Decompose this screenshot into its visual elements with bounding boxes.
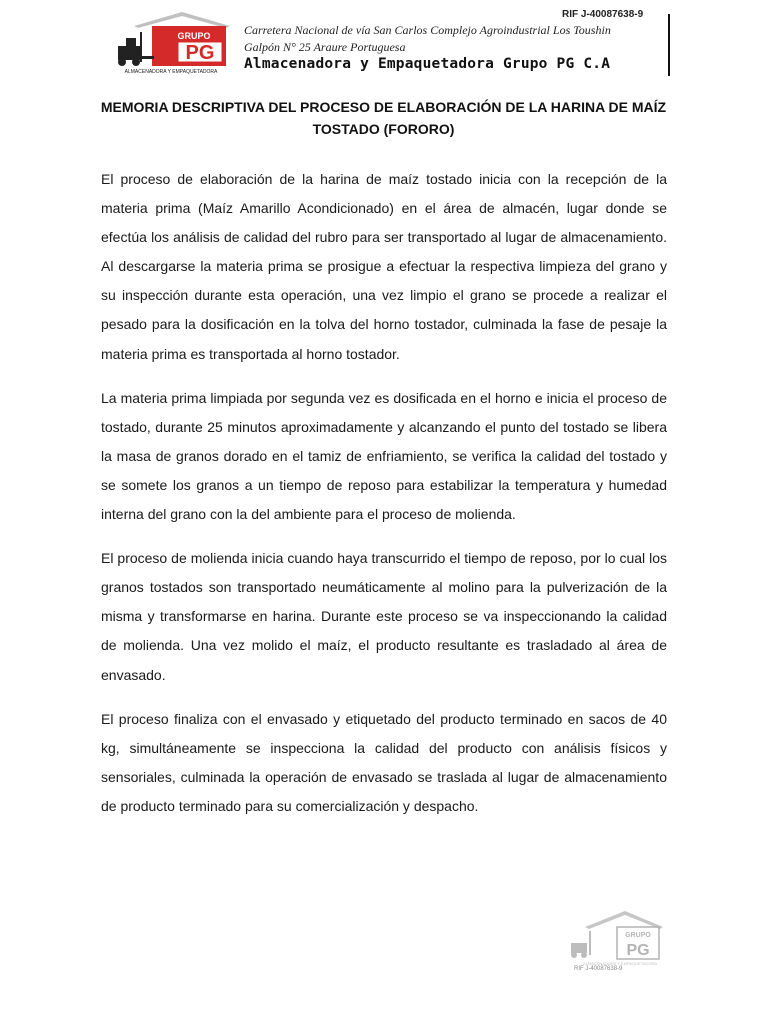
company-logo bbox=[112, 12, 230, 74]
paragraph-3: El proceso de molienda inicia cuando haya transcurrido el tiempo de reposo, por lo cual los granos tostados son transportado neumáticamente al molino para la pulverización de la misma y transformarse en harina. Durante este proceso se va inspeccionando la calidad de molienda. Una vez molido el maíz, el producto resultante es trasladado al área de envasado. bbox=[101, 550, 667, 683]
forklift-icon bbox=[118, 32, 154, 66]
stamp-forklift-icon bbox=[571, 931, 591, 958]
logo-main-text: PG bbox=[185, 42, 215, 64]
document-title: MEMORIA DESCRIPTIVA DEL PROCESO DE ELABORACIÓN DE LA HARINA DE MAÍZ TOSTADO (FORORO) bbox=[100, 99, 667, 137]
address-line-1: Carretera Nacional de vía San Carlos Complejo Agroindustrial Los Toushin bbox=[244, 23, 611, 37]
document-body bbox=[101, 165, 667, 836]
company-address bbox=[244, 22, 664, 56]
paragraph-4: El proceso finaliza con el envasado y etiquetado del producto terminado en sacos de 40 kg, simultáneamente se inspecciona la calidad del producto con análisis físicos y sensoriales, culminada la operación de envasado se traslada al lugar de almacenamiento de producto terminado para su comercialización y despacho. bbox=[101, 710, 667, 814]
logo-tagline: ALMACENADORA Y EMPAQUETADORA bbox=[124, 69, 218, 74]
paragraph-1: El proceso de elaboración de la harina de maíz tostado inicia con la recepción de la materia prima (Maíz Amarillo Acondicionado) en el área de almacén, lugar donde se efectúa los análisis de calidad del rubro para ser transportado al lugar de almacenamiento. Al descargarse la materia prima se prosigue a efectuar la respectiva limpieza del grano y su inspección durante esta operación, una vez limpio el grano se procede a realizar el pesado para la dosificación en la tolva del horno tostador, culminada la fase de pesaje la materia prima es transportada al horno tostador. bbox=[101, 171, 667, 362]
stamp-rif: RIF J-40087638-9 bbox=[574, 966, 623, 972]
logo-roof bbox=[134, 12, 230, 28]
stamp-main-text: PG bbox=[626, 942, 650, 959]
rif-number: RIF J-40087638-9 bbox=[562, 9, 644, 20]
stamp-tagline: ALMACENADORA Y EMPAQUETADORA bbox=[582, 961, 658, 966]
stamp-top-text: GRUPO bbox=[625, 932, 651, 939]
paragraph-2: La materia prima limpiada por segunda vez es dosificada en el horno e inicia el proceso de tostado, durante 25 minutos aproximadamente y alcanzando el punto del tostado se libera la masa de granos dorado en el tamiz de enfriamiento, se verifica la calidad del tostado y se somete los granos a un tiempo de reposo para estabilizar la temperatura y humedad interna del grano con la del ambiente para el proceso de molienda. bbox=[101, 389, 667, 523]
company-name: Almacenadora y Empaquetadora Grupo PG C.A bbox=[244, 56, 611, 72]
address-line-2: Galpón N° 25 Araure Portuguesa bbox=[244, 40, 406, 54]
header-divider bbox=[668, 14, 670, 76]
logo-top-text: GRUPO bbox=[177, 31, 211, 41]
